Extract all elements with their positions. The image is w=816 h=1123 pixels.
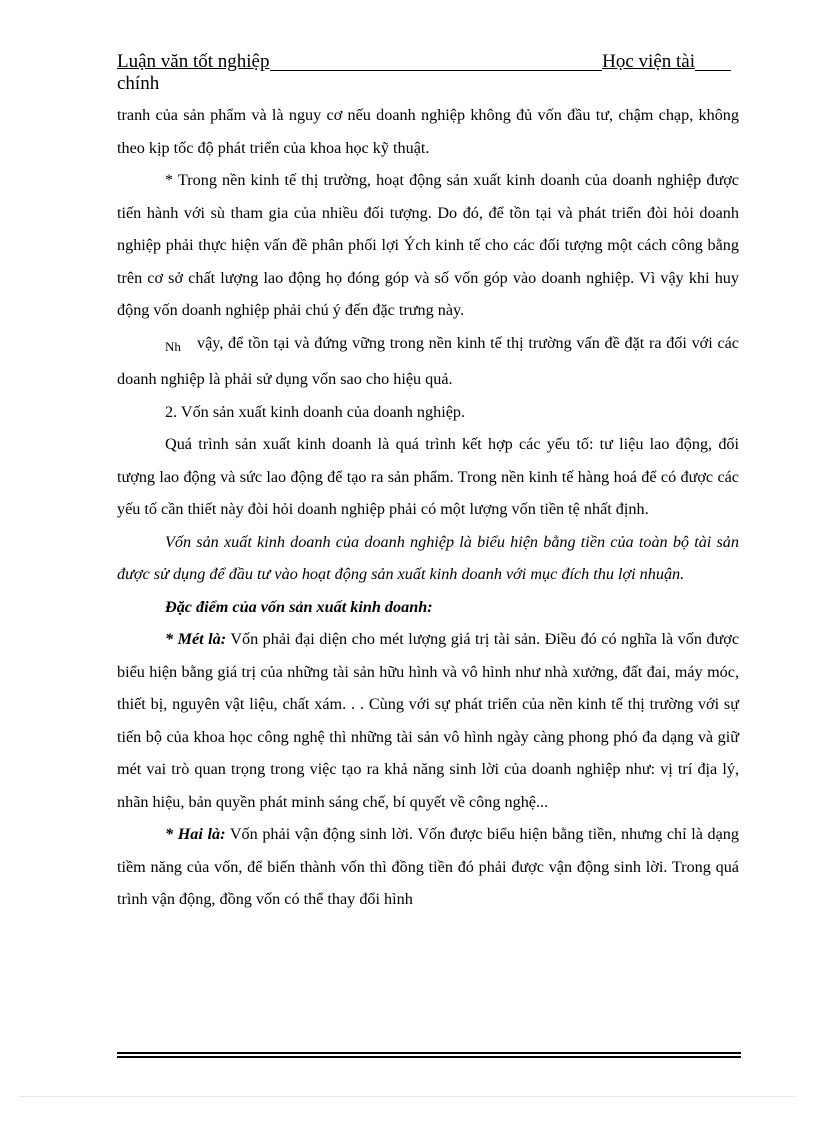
paragraph-2: * Trong nền kinh tế thị trường, hoạt động sản xuất kinh doanh của doanh nghiệp được tiến hành với sù tham gia của nhiều đối tượng. Do đó, để tồn tại và phát triển đòi hỏi doanh nghiệp phải thực hiện vấn đề phân phối lợi Ých kinh tế cho các đối tượng một cách công bằng trên cơ sở chất lượng lao động họ đóng góp và số vốn góp vào doanh nghiệp. Vì vậy khi huy động vốn doanh nghiệp phải chú ý đến đặc trưng này.: [117, 171, 739, 319]
characteristics-heading: Đặc điểm của vốn sản xuất kinh doanh:: [165, 597, 433, 616]
paragraph-8-lead: * Hai là:: [165, 825, 226, 843]
paragraph-7-lead: * Mét là:: [165, 630, 227, 648]
paragraph-3: [117, 327, 739, 396]
header-institution-continuation: chính: [117, 73, 160, 94]
section-heading-2: 2. Vốn sản xuất kinh doanh của doanh nghiệp.: [165, 402, 466, 421]
paragraph-3-prefix: Nh: [165, 338, 181, 354]
paragraph-3-text: vậy, để tồn tại và đứng vững trong nền kinh tế thị trường vấn đề đặt ra đối với các doanh nghiệp là phải sử dụng vốn sao cho hiệu quả.: [117, 333, 739, 388]
header-line: [117, 50, 731, 74]
footer-double-rule: [117, 1052, 741, 1058]
paragraph-1: tranh của sản phẩm và là nguy cơ nếu doanh nghiệp không đủ vốn đầu tư, chậm chạp, không theo kịp tốc độ phát triển của khoa học kỹ thuật.: [117, 106, 739, 157]
paragraph-7: [117, 623, 739, 818]
header-underline-tail: [695, 69, 731, 71]
paragraph-8: [117, 818, 739, 916]
page-boundary-dotted-line: [20, 1096, 796, 1097]
page-header: [117, 50, 731, 96]
page-body: [117, 99, 739, 916]
paragraph-7-text: Vốn phải đại diện cho mét lượng giá trị tài sản. Điều đó có nghĩa là vốn được biểu hiện bằng giá trị của những tài sản hữu hình và vô hình như nhà xưởng, đất đai, máy móc, thiết bị, nguyên vật liệu, chất xám. . . Cùng với sự phát triển của nền kinh tế thị trường với sự tiến bộ của khoa học công nghệ thì những tài sản vô hình ngày càng phong phó đa dạng và giữ mét vai trò quan trọng trong việc tạo ra khả năng sinh lời của doanh nghiệp như: vị trí địa lý, nhãn hiệu, bản quyền phát minh sáng chế, bí quyết về công nghệ...: [117, 630, 740, 811]
paragraph-5: Quá trình sản xuất kinh doanh là quá trình kết hợp các yếu tố: tư liệu lao động, đối tượng lao động và sức lao động để tạo ra sản phẩm. Trong nền kinh tế hàng hoá để có được các yếu tố cần thiết này đòi hỏi doanh nghiệp phải có một lượng vốn tiền tệ nhất định.: [117, 435, 739, 518]
header-underline-fill: [270, 69, 603, 71]
header-thesis-title: Luận văn tốt nghiệp: [117, 51, 270, 72]
definition-paragraph: Vốn sản xuất kinh doanh của doanh nghiệp là biểu hiện bằng tiền của toàn bộ tài sản được sử dụng để đầu tư vào hoạt động sản xuất kinh doanh với mục đích thu lợi nhuận.: [117, 532, 739, 583]
header-institution: Học viện tài: [602, 51, 695, 72]
paragraph-8-text: Vốn phải vận động sinh lời. Vốn được biểu hiện bằng tiền, nhưng chỉ là dạng tiềm năng của vốn, để biến thành vốn thì đồng tiền đó phải được vận động sinh lời. Trong quá trình vận động, đồng vốn có thể thay đổi hình: [117, 825, 739, 908]
